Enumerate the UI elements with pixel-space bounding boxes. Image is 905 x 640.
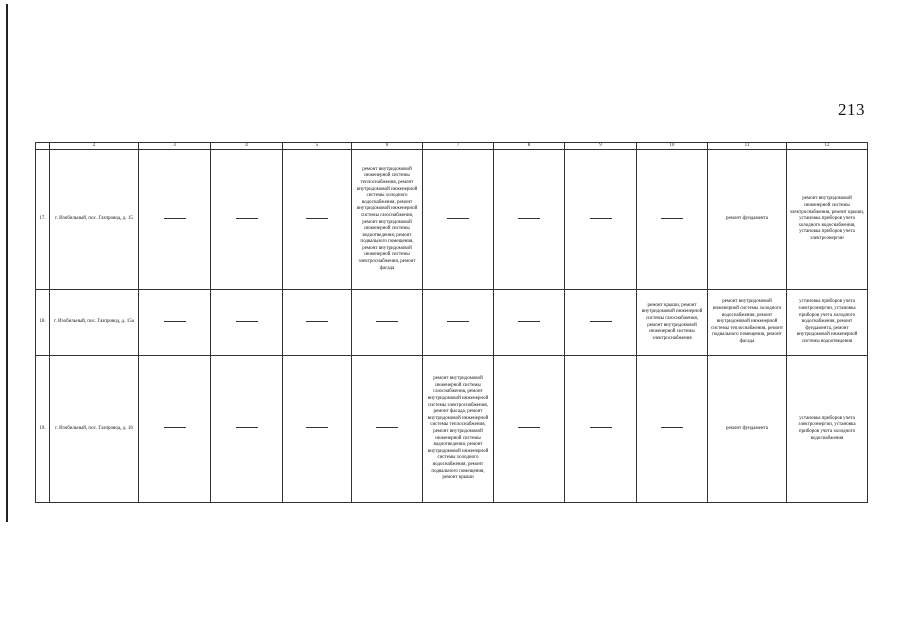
table-cell	[139, 356, 211, 503]
table-cell	[139, 150, 211, 290]
dash-mark	[306, 321, 328, 322]
table-cell	[637, 356, 708, 503]
table-cell	[211, 356, 283, 503]
row-number: 17.	[36, 150, 50, 290]
column-header: 3	[139, 143, 211, 150]
table-cell: ремонт внутридомовой инженерной системы теплоснабжения, ремонт внутридомовой инженерной системы холодного водоснабжения, ремонт внутридомовой инженерной системы газоснабжения, ремонт внутридомовой инженерной системы водоотведения, ремонт подвального помещения, ремонт внутридомовой инженерной системы электроснабжения, ремонт фасада	[352, 150, 423, 290]
column-header: 4	[211, 143, 283, 150]
address-cell: г. Изобильный, пос. Газпровод, д. 15	[50, 150, 139, 290]
table-cell	[494, 356, 565, 503]
dash-mark	[164, 321, 186, 322]
dash-mark	[164, 218, 186, 219]
column-header: 10	[637, 143, 708, 150]
table-row	[36, 150, 868, 290]
table-cell: ремонт внутридомовой инженерной системы газоснабжения, ремонт внутридомовой инженерной системы электроснабжения, ремонт фасада, ремонт внутридомовой инженерной системы теплоснабжения, ремонт внутридомовой инженерной системы водоотведения, ремонт внутридомовой инженерной системы холодного водоснабжения, ремонт подвального помещения, ремонт крыши	[423, 356, 494, 503]
table-cell: ремонт внутридомовой инженерной системы холодного водоснабжения, ремонт внутридомовой инженерной системы теплоснабжения, ремонт подвального помещения, ремонт фасада	[708, 290, 787, 356]
dash-mark	[236, 218, 258, 219]
table-cell	[494, 290, 565, 356]
table-cell	[283, 150, 352, 290]
dash-mark	[376, 321, 398, 322]
table-cell: ремонт фундамента	[708, 150, 787, 290]
page-margin-line	[6, 4, 8, 522]
table-cell	[352, 290, 423, 356]
table-row	[36, 290, 868, 356]
table-cell	[565, 356, 637, 503]
address-cell: г. Изобильный, пос. Газпровод, д. 16	[50, 356, 139, 503]
column-header: 12	[787, 143, 868, 150]
table-cell	[565, 290, 637, 356]
table-cell	[565, 150, 637, 290]
dash-mark	[518, 218, 540, 219]
dash-mark	[661, 427, 683, 428]
column-header: 9	[565, 143, 637, 150]
table-cell	[139, 290, 211, 356]
dash-mark	[236, 321, 258, 322]
table-cell: установка приборов учета электроэнергии, установка приборов учета холодного водоснабжения	[787, 356, 868, 503]
page-number: 213	[838, 100, 865, 119]
address-cell: г. Изобильный, пос. Газпровод, д. 15а	[50, 290, 139, 356]
table-cell	[423, 150, 494, 290]
dash-mark	[306, 427, 328, 428]
table-row	[36, 356, 868, 503]
table-cell	[494, 150, 565, 290]
table-cell	[352, 356, 423, 503]
table-cell: ремонт фундамента	[708, 356, 787, 503]
dash-mark	[236, 427, 258, 428]
dash-mark	[447, 321, 469, 322]
table-cell: установка приборов учета электроэнергии, установка приборов учета холодного водоснабжения, ремонт фундамента, ремонт внутридомовой инженерной системы водоотведения	[787, 290, 868, 356]
row-number: 19.	[36, 356, 50, 503]
dash-mark	[518, 321, 540, 322]
column-header: 5	[283, 143, 352, 150]
dash-mark	[164, 427, 186, 428]
table-cell	[211, 290, 283, 356]
dash-mark	[590, 218, 612, 219]
dash-mark	[306, 218, 328, 219]
table-cell	[423, 290, 494, 356]
column-header: 8	[494, 143, 565, 150]
dash-mark	[590, 427, 612, 428]
dash-mark	[447, 218, 469, 219]
column-header: 2	[50, 143, 139, 150]
row-number: 18.	[36, 290, 50, 356]
dash-mark	[661, 218, 683, 219]
dash-mark	[518, 427, 540, 428]
dash-mark	[590, 321, 612, 322]
column-header: 7	[423, 143, 494, 150]
dash-mark	[376, 427, 398, 428]
table-cell	[283, 290, 352, 356]
table-cell	[211, 150, 283, 290]
column-header: 11	[708, 143, 787, 150]
repair-schedule-table	[35, 142, 868, 503]
column-header: 6	[352, 143, 423, 150]
table-cell: ремонт внутридомовой инженерной системы электроснабжения, ремонт крыши, установка приборов учета холодного водоснабжения, установка приборов учета электроэнергии	[787, 150, 868, 290]
table-cell	[283, 356, 352, 503]
table-cell	[637, 150, 708, 290]
table-cell: ремонт крыши, ремонт внутридомовой инженерной системы газоснабжения, ремонт внутридомовой инженерной системы электроснабжения	[637, 290, 708, 356]
column-header-1	[36, 143, 50, 150]
column-number-row	[36, 143, 868, 150]
